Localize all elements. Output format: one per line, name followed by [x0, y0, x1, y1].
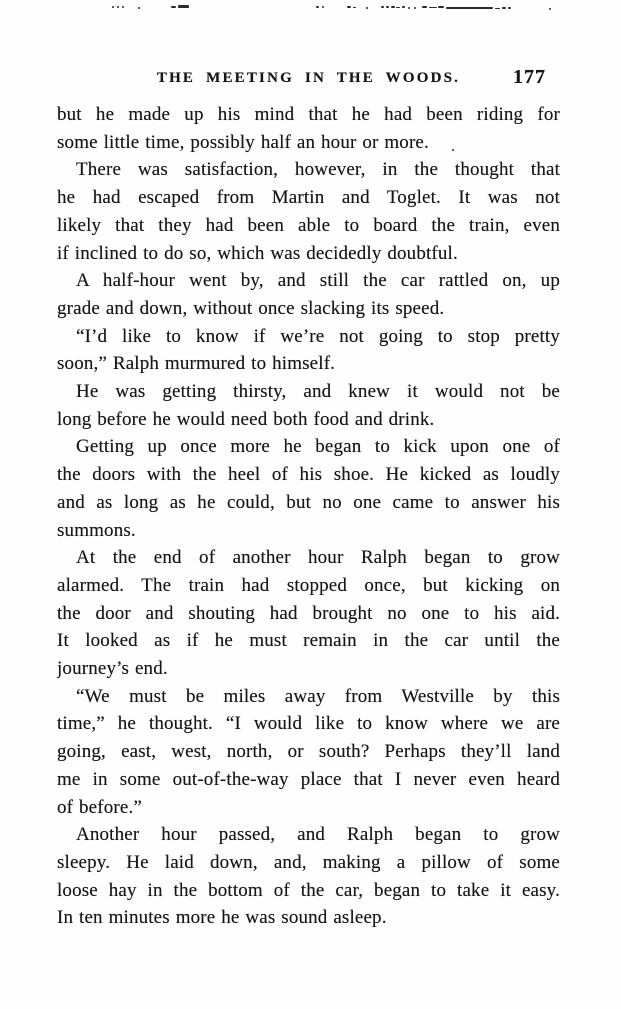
text-line: some little time, possibly half an hour or more.	[57, 131, 429, 153]
text-line: loose hay in the bottom of the car, began to take it easy.	[57, 879, 560, 901]
text-line: He was getting thirsty, and knew it would not be	[76, 381, 560, 403]
text-line: alarmed. The train had stopped once, but kicking on	[57, 574, 560, 596]
scan-artifact	[381, 6, 384, 8]
text-line: likely that they had been able to board the train, even	[57, 214, 560, 236]
scan-artifact	[117, 6, 119, 8]
scan-artifact	[422, 6, 427, 8]
scan-artifact	[508, 7, 511, 9]
text-line: if inclined to do so, which was decidedly doubtful.	[57, 242, 458, 264]
scan-artifact	[316, 6, 319, 8]
scan-artifact	[178, 5, 189, 8]
scan-artifact	[408, 7, 410, 9]
text-line: me in some out-of-the-way place that I never even heard	[57, 768, 560, 790]
text-line: long before he would need both food and drink.	[57, 408, 435, 430]
text-line: Another hour passed, and Ralph began to grow	[76, 824, 560, 846]
scan-artifact	[438, 6, 444, 8]
text-line: the doors with the heel of his shoe. He kicked as loudly	[57, 464, 560, 486]
text-line: time,” he thought. “I would like to know where we are	[57, 713, 560, 735]
text-line: A half-hour went by, and still the car rattled on, up	[76, 270, 560, 292]
scan-artifact	[429, 7, 437, 8]
text-line: and as long as he could, but no one came to answer his	[57, 491, 560, 513]
text-line: he had escaped from Martin and Toglet. It was not	[57, 187, 560, 209]
body-text	[57, 101, 560, 932]
scan-artifact	[391, 6, 395, 8]
scan-artifact	[549, 8, 551, 10]
scan-artifact	[322, 6, 324, 8]
scan-artifact	[402, 6, 405, 8]
scan-artifact	[122, 6, 124, 8]
scan-artifact	[386, 6, 389, 8]
scan-artifact	[452, 149, 454, 151]
text-line: journey’s end.	[57, 658, 168, 680]
text-line: “I’d like to know if we’re not going to stop pretty	[76, 325, 560, 347]
text-line: There was satisfaction, however, in the thought that	[76, 159, 560, 181]
text-line: of before.”	[57, 796, 142, 818]
page-header	[57, 66, 560, 92]
page-number: 177	[513, 66, 546, 88]
text-line: It looked as if he must remain in the car until the	[57, 630, 560, 652]
text-line: At the end of another hour Ralph began to grow	[76, 547, 560, 569]
text-line: going, east, west, north, or south? Perhaps they’ll land	[57, 741, 560, 763]
scan-artifact	[446, 7, 493, 9]
text-line: Getting up once more he began to kick upon one of	[76, 436, 560, 458]
text-line: In ten minutes more he was sound asleep.	[57, 907, 387, 929]
scan-artifact	[495, 8, 500, 9]
text-line: “We must be miles away from Westville by this	[76, 685, 560, 707]
text-line: summons.	[57, 519, 136, 541]
scan-artifact	[112, 6, 114, 8]
text-line: sleepy. He laid down, and, making a pillow of some	[57, 851, 560, 873]
scan-artifact	[396, 7, 400, 8]
text-line: the door and shouting had brought no one to his aid.	[57, 602, 560, 624]
text-line: but he made up his mind that he had been riding for	[57, 104, 560, 125]
scan-artifact	[414, 7, 416, 9]
scan-artifact	[366, 7, 368, 9]
text-line: soon,” Ralph murmured to himself.	[57, 353, 336, 375]
scan-artifact	[353, 7, 356, 8]
running-title: THE MEETING IN THE WOODS.	[156, 70, 461, 86]
scan-artifact	[347, 6, 351, 8]
scan-artifact	[502, 7, 506, 9]
scan-artifact	[138, 7, 140, 9]
scan-artifact	[171, 6, 176, 8]
text-line: grade and down, without once slacking its speed.	[57, 297, 445, 319]
